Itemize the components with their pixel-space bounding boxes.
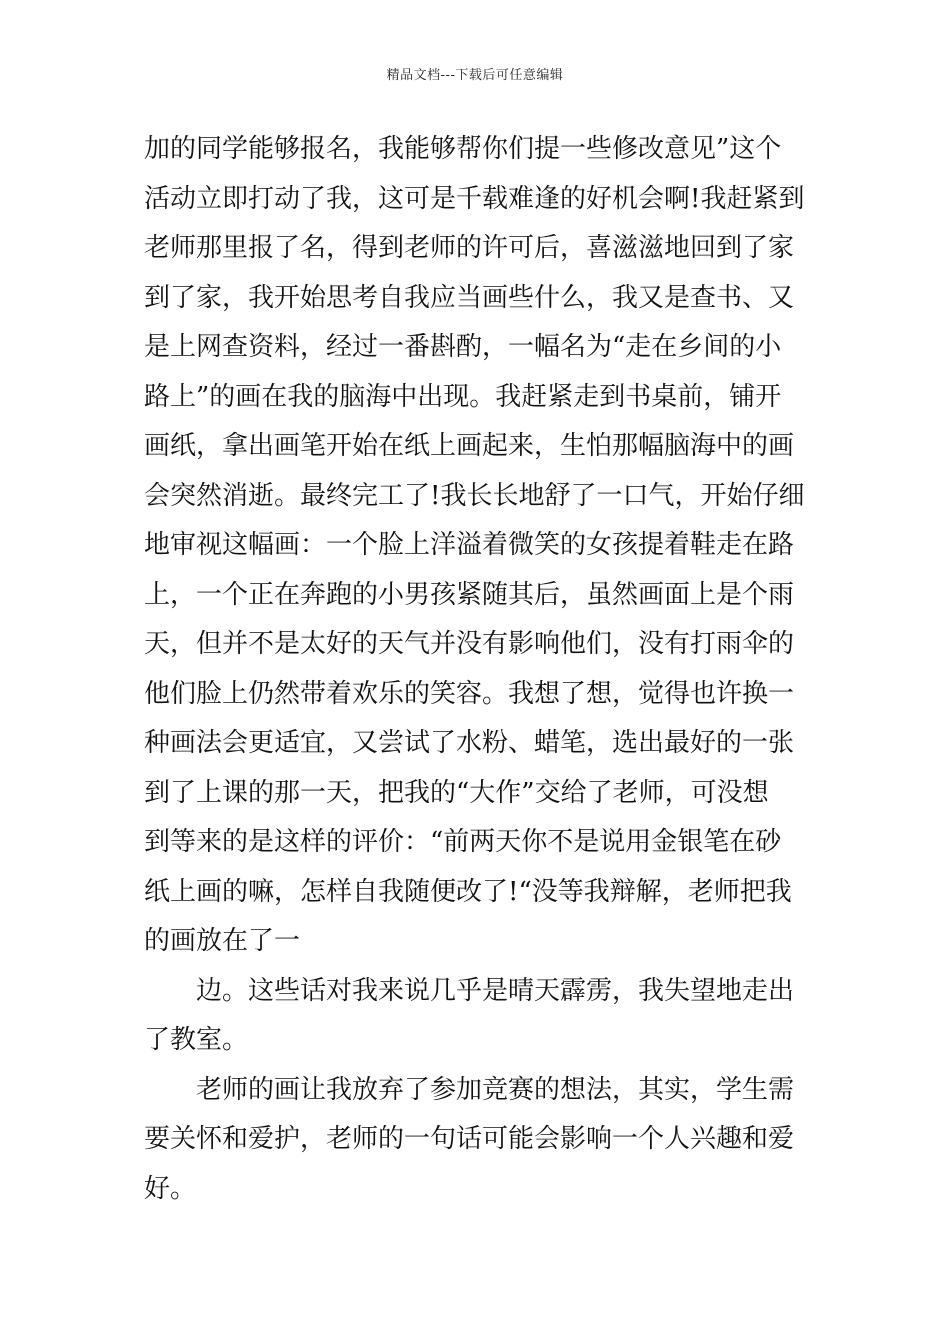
text-line: 会突然消逝。最终完工了!我长长地舒了一口气，开始仔细 (144, 480, 805, 511)
text-line: 路上”的画在我的脑海中出现。我赶紧走到书桌前，铺开 (144, 381, 782, 412)
text-line: 纸上画的嘛，怎样自我随便改了!“没等我辩解，老师把我 (144, 876, 792, 907)
text-line: 到了上课的那一天，把我的“大作”交给了老师，可没想 (144, 777, 769, 808)
text-line: 他们脸上仍然带着欢乐的笑容。我想了想，觉得也许换一 (144, 678, 795, 709)
text-line: 的画放在了一 (144, 926, 301, 956)
text-line: 要关怀和爱护，老师的一句话可能会影响一个人兴趣和爱 (144, 1124, 795, 1154)
text-line: 边。这些话对我来说几乎是晴天霹雳，我失望地走出 (196, 975, 795, 1006)
text-line: 画纸，拿出画笔开始在纸上画起来，生怕那幅脑海中的画 (144, 431, 795, 461)
text-line: 加的同学能够报名，我能够帮你们提一些修改意见”这个 (144, 134, 782, 164)
text-line: 地审视这幅画：一个脸上洋溢着微笑的女孩提着鞋走在路 (144, 530, 795, 560)
text-line: 天，但并不是太好的天气并没有影响他们，没有打雨伞的 (144, 629, 795, 659)
text-line: 好。 (144, 1173, 197, 1204)
text-line: 上，一个正在奔跑的小男孩紧随其后，虽然画面上是个雨 (144, 579, 795, 610)
text-line: 到了家，我开始思考自我应当画些什么，我又是查书、又 (144, 282, 795, 313)
text-line: 种画法会更适宜，又尝试了水粉、蜡笔，选出最好的一张 (144, 728, 795, 758)
page-header: 精品文档---下载后可任意编辑 (386, 68, 564, 83)
text-line: 是上网查资料，经过一番斟酌，一幅名为“走在乡间的小 (144, 332, 782, 362)
text-line: 了教室。 (144, 1025, 249, 1055)
text-line: 到等来的是这样的评价：“前两天你不是说用金银笔在砂 (144, 827, 782, 857)
body-text (144, 125, 812, 1214)
text-line: 老师的画让我放弃了参加竞赛的想法，其实，学生需 (196, 1074, 795, 1105)
text-line: 老师那里报了名，得到老师的许可后，喜滋滋地回到了家 (144, 233, 795, 263)
text-line: 活动立即打动了我，这可是千载难逢的好机会啊!我赶紧到 (144, 183, 805, 214)
